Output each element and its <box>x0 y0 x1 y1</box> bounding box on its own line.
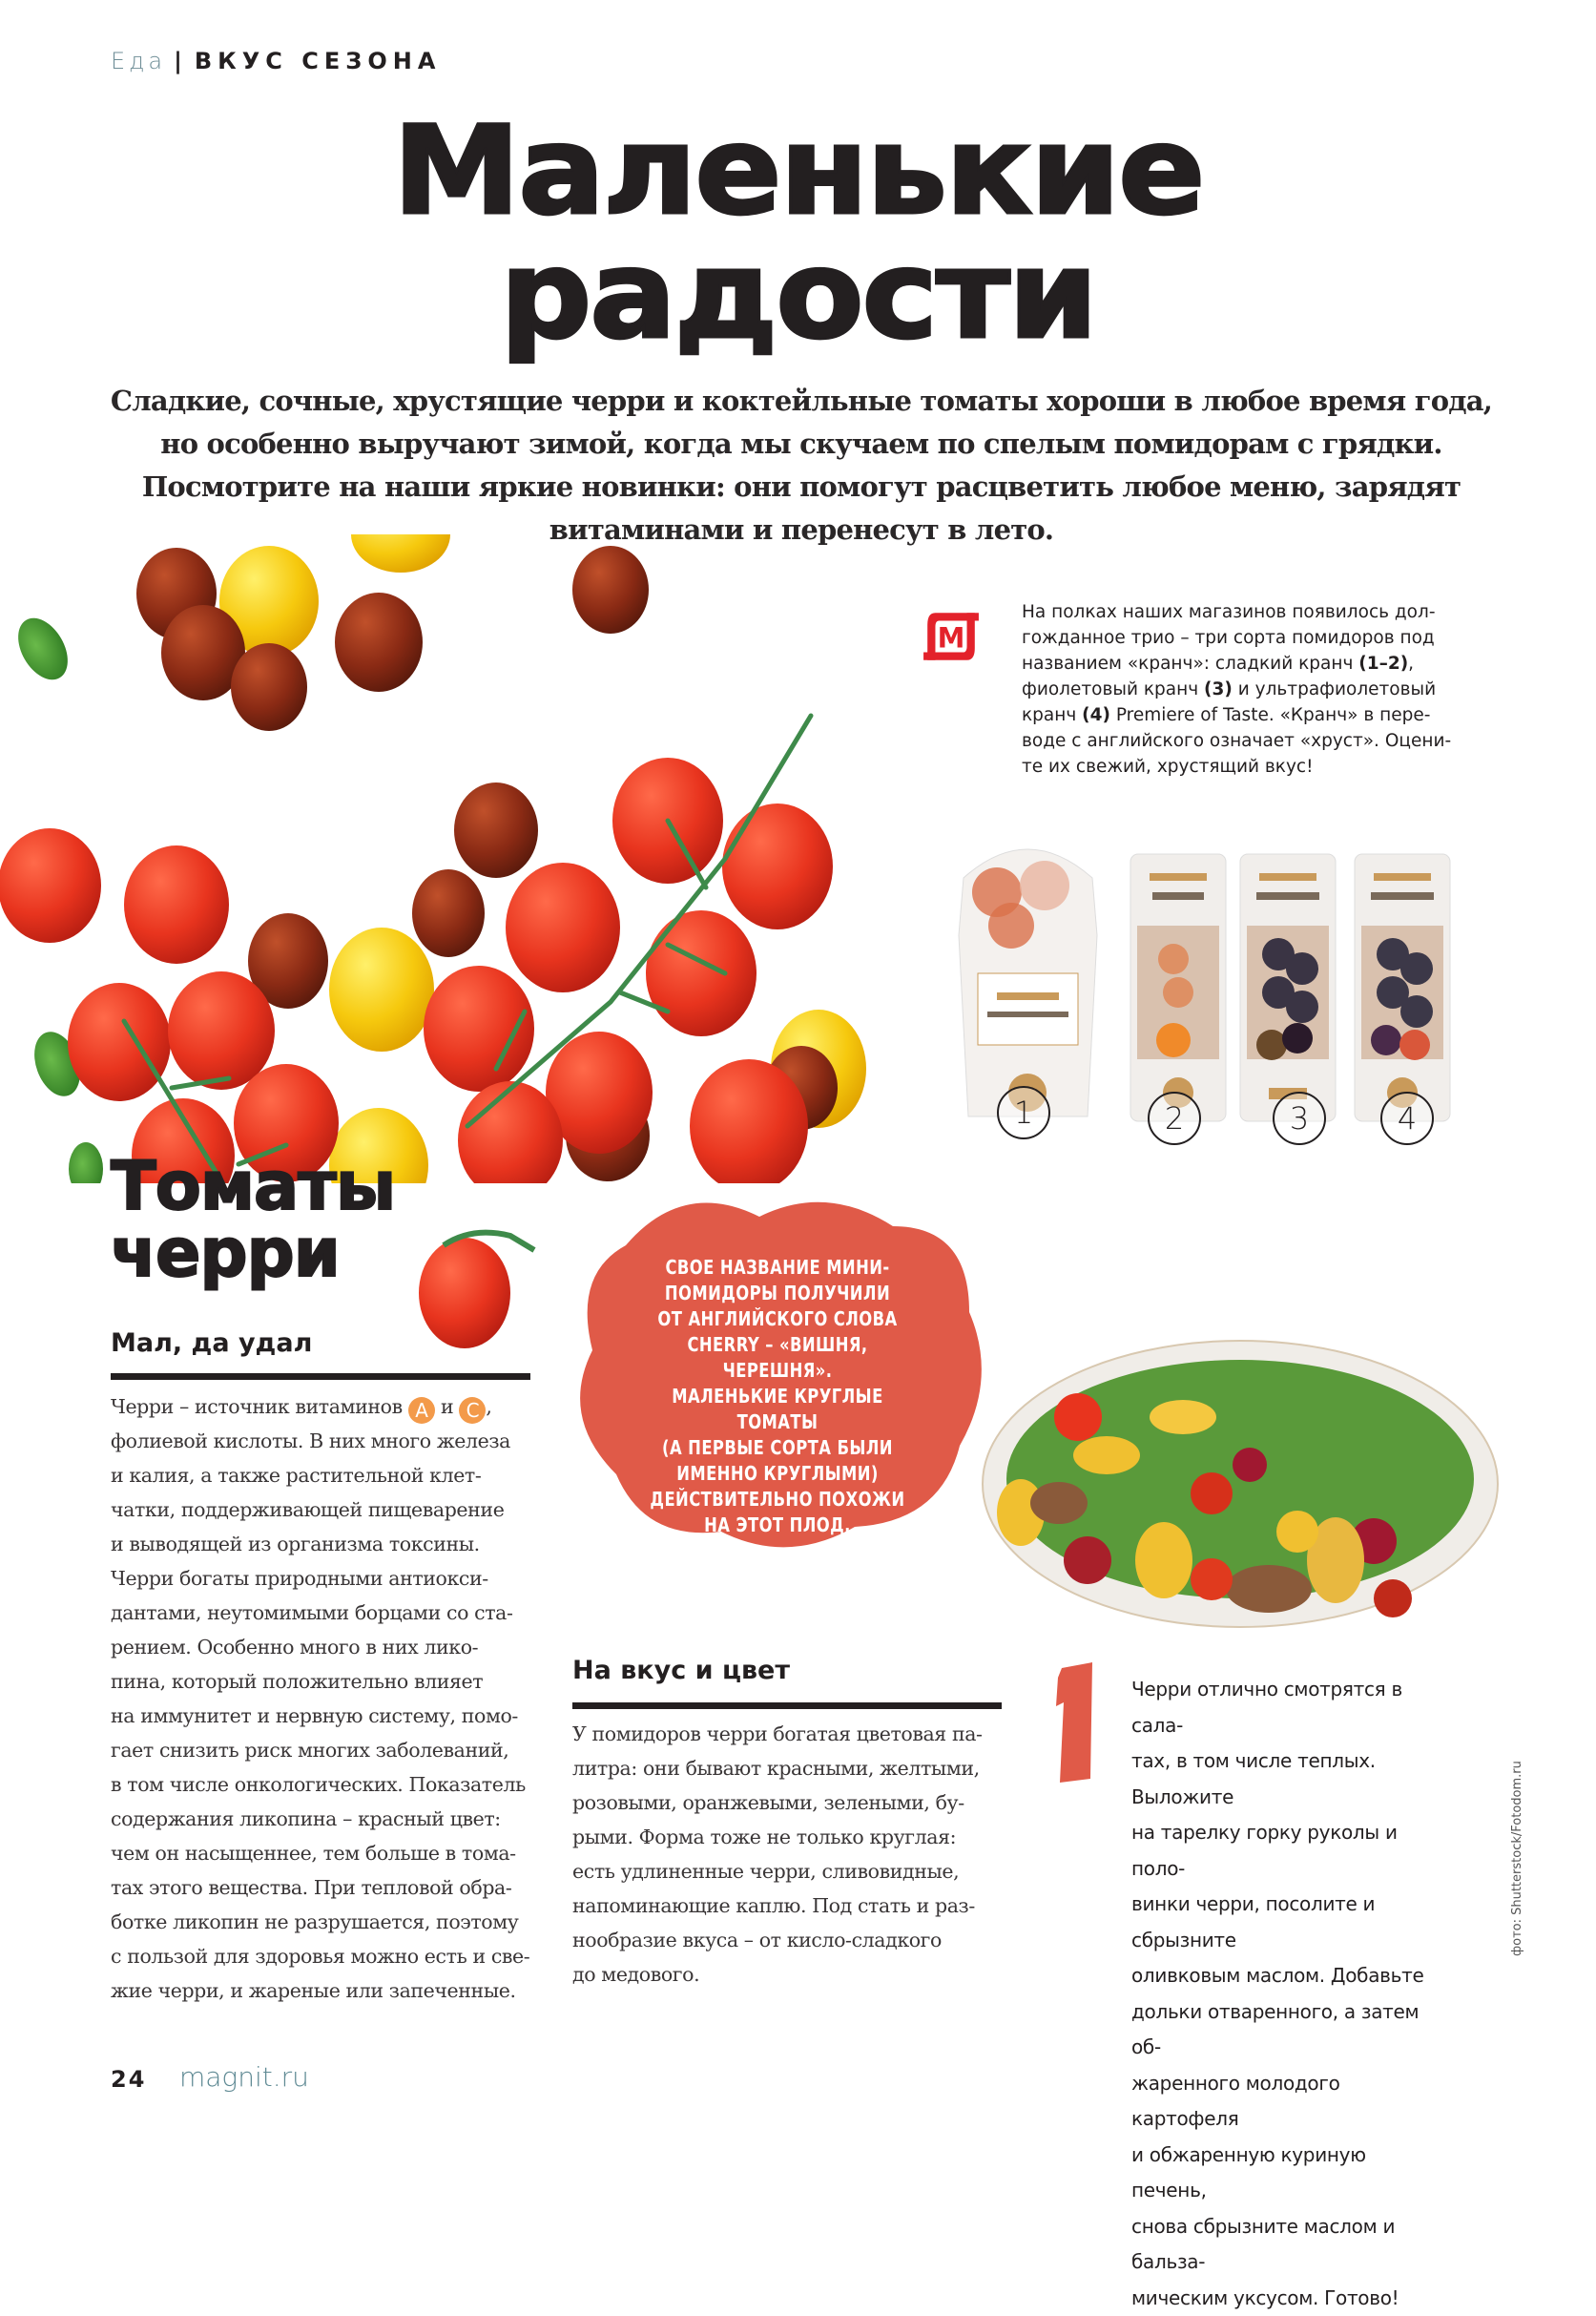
info-line: кранч (4) Premiere of Taste. «Кранч» в пере- <box>1022 702 1461 728</box>
col2-line: нообразие вкуса – от кисло-сладкого <box>572 1923 1002 1957</box>
info-line: На полках наших магазинов появилось дол- <box>1022 599 1461 625</box>
col2-body <box>572 1717 1002 1992</box>
col1-line: содержания ликопина – красный цвет: <box>111 1802 530 1836</box>
info-line: те их свежий, хрустящий вкус! <box>1022 754 1461 780</box>
lead-line: витаминами и перенесут в лето. <box>95 509 1507 552</box>
package-number-2: 2 <box>1148 1092 1201 1145</box>
step-line: винки черри, посолите и сбрызните <box>1131 1887 1446 1958</box>
step-line: дольки отваренного, а затем об- <box>1131 1994 1446 2066</box>
package-number-4: 4 <box>1380 1092 1434 1145</box>
section-rubric <box>111 48 441 74</box>
col2-line: литра: они бывают красными, желтыми, <box>572 1751 1002 1785</box>
badge-line: СВОЕ НАЗВАНИЕ МИНИ- <box>632 1255 922 1281</box>
col2-rule <box>572 1702 1002 1709</box>
title-line-1: Маленькие <box>0 110 1596 234</box>
badge-line: CHERRY – «ВИШНЯ, ЧЕРЕШНЯ». <box>632 1332 922 1384</box>
step-line: снова сбрызните маслом и бальза- <box>1131 2209 1446 2281</box>
col1-line: Черри богаты природными антиокси- <box>111 1561 530 1596</box>
badge-line: МАЛЕНЬКИЕ КРУГЛЫЕ ТОМАТЫ <box>632 1384 922 1435</box>
col1-heading: Мал, да удал <box>111 1328 530 1358</box>
package-1-image <box>944 840 1111 1126</box>
step-line: тах, в том числе теплых. Выложите <box>1131 1743 1446 1815</box>
section-title <box>111 1153 395 1286</box>
col2-line: рыми. Форма тоже не только круглая: <box>572 1820 1002 1854</box>
info-line: названием «кранч»: сладкий кранч (1–2), <box>1022 651 1461 677</box>
col2-line: розовыми, оранжевыми, зелеными, бу- <box>572 1785 1002 1820</box>
vitamin-c-badge: C <box>459 1397 486 1424</box>
package-2-image <box>1126 849 1231 1126</box>
lead-paragraph <box>95 380 1507 552</box>
badge-line: ОТ АНГЛИЙСКОГО СЛОВА <box>632 1306 922 1332</box>
col1-line: жие черри, и жареные или запеченные. <box>111 1973 530 2008</box>
col1-line: гает снизить риск многих заболеваний, <box>111 1733 530 1767</box>
col1-line: чатки, поддерживающей пищеварение <box>111 1492 530 1527</box>
package-number-1: 1 <box>997 1086 1050 1139</box>
vitamin-a-badge: A <box>408 1397 435 1424</box>
title-line-2: радости <box>0 234 1596 358</box>
col2-line: до медового. <box>572 1957 1002 1992</box>
badge-line: НА ЭТОТ ПЛОД. <box>632 1513 922 1538</box>
rubric-topic: ВКУС СЕЗОНА <box>195 48 442 74</box>
cherry-tomatoes-photo <box>0 534 878 1183</box>
col1-line: фолиевой кислоты. В них много железа <box>111 1424 530 1458</box>
badge-line: ИМЕННО КРУГЛЫМИ) <box>632 1461 922 1487</box>
info-line: гожданное трио – три сорта помидоров под <box>1022 625 1461 651</box>
info-line: фиолетовый кранч (3) и ультрафиолетовый <box>1022 677 1461 702</box>
col1-line: рением. Особенно много в них лико- <box>111 1630 530 1664</box>
column-na-vkus-i-tsvet <box>572 1656 1002 1992</box>
section-title-line-1: Томаты <box>111 1153 395 1220</box>
lead-line: но особенно выручают зимой, когда мы скучаем по спелым помидорам с грядки. <box>95 423 1507 466</box>
step-line: оливковым маслом. Добавьте <box>1131 1958 1446 1994</box>
rubric-separator: | <box>174 48 187 74</box>
magnit-logo-icon <box>922 607 981 666</box>
col2-line: У помидоров черри богатая цветовая па- <box>572 1717 1002 1751</box>
section-title-line-2: черри <box>111 1220 395 1286</box>
col1-line: дантами, неутомимыми борцами со ста- <box>111 1596 530 1630</box>
col1-first-line: Черри – источник витаминов A и C , <box>111 1389 530 1424</box>
step-line: на тарелку горку руколы и поло- <box>1131 1815 1446 1887</box>
col1-rule <box>111 1373 530 1380</box>
col1-body <box>111 1389 530 2008</box>
package-3-image <box>1235 849 1340 1126</box>
rubric-section: Еда <box>111 48 166 74</box>
lead-line: Посмотрите на наши яркие новинки: они помогут расцветить любое меню, зарядят <box>95 466 1507 509</box>
lead-line: Сладкие, сочные, хрустящие черри и коктейльные томаты хороши в любое время года, <box>95 380 1507 423</box>
fact-badge-text <box>632 1255 922 1538</box>
recipe-step-text <box>1131 1672 1446 2316</box>
page-title <box>0 110 1596 358</box>
package-number-3: 3 <box>1273 1092 1326 1145</box>
col1-line: в том числе онкологических. Показатель <box>111 1767 530 1802</box>
product-packages <box>944 830 1479 1145</box>
col2-heading: На вкус и цвет <box>572 1656 1002 1685</box>
col1-line: ботке ликопин не разрушается, поэтому <box>111 1905 530 1939</box>
product-info-text <box>1022 599 1461 780</box>
col1-line: пина, который положительно влияет <box>111 1664 530 1699</box>
step-line: Черри отлично смотрятся в сала- <box>1131 1672 1446 1743</box>
badge-line: ДЕЙСТВИТЕЛЬНО ПОХОЖИ <box>632 1487 922 1513</box>
badge-line: (А ПЕРВЫЕ СОРТА БЫЛИ <box>632 1435 922 1461</box>
col1-line: на иммунитет и нервную систему, помо- <box>111 1699 530 1733</box>
svg-text:М: М <box>938 621 965 654</box>
photo-credit: фото: Shutterstock/Fotodom.ru <box>1510 1761 1524 1956</box>
col1-line: с пользой для здоровья можно есть и све- <box>111 1939 530 1973</box>
col1-line: тах этого вещества. При тепловой обра- <box>111 1870 530 1905</box>
info-line: воде с английского означает «хруст». Оцени- <box>1022 728 1461 754</box>
badge-line: ПОМИДОРЫ ПОЛУЧИЛИ <box>632 1281 922 1306</box>
step-line: жаренного молодого картофеля <box>1131 2066 1446 2138</box>
col2-line: есть удлиненные черри, сливовидные, <box>572 1854 1002 1888</box>
package-4-image <box>1350 849 1455 1126</box>
col1-line: и выводящей из организма токсины. <box>111 1527 530 1561</box>
step-line: мическим уксусом. Готово! <box>1131 2281 1446 2316</box>
col1-line: и калия, а также растительной клет- <box>111 1458 530 1492</box>
site-link[interactable]: magnit.ru <box>179 2061 309 2093</box>
step-line: и обжаренную куриную печень, <box>1131 2138 1446 2209</box>
salad-bowl-photo <box>964 1293 1507 1637</box>
col2-line: напоминающие каплю. Под стать и раз- <box>572 1888 1002 1923</box>
page-number: 24 <box>111 2066 146 2093</box>
col1-line: чем он насыщеннее, тем больше в тома- <box>111 1836 530 1870</box>
step-number-1-icon <box>1054 1659 1097 1783</box>
column-mal-da-udal <box>111 1328 530 2008</box>
